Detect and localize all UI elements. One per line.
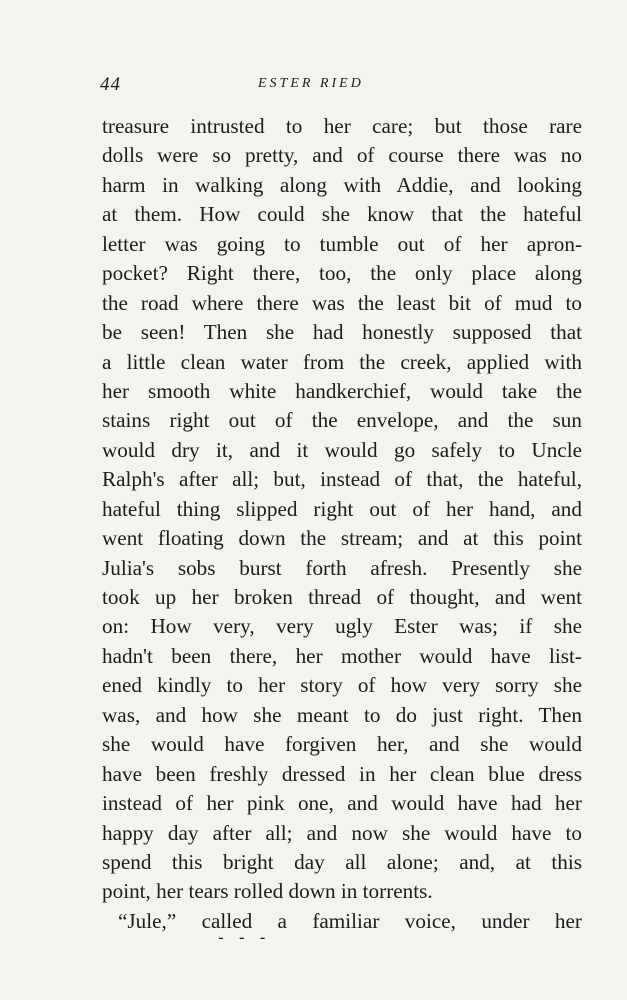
text-line: be seen! Then she had honestly supposed that [102,320,582,345]
text-line: happy day after all; and now she would have to [102,820,582,845]
page-number: 44 [100,74,121,95]
text-line: stains right out of the envelope, and the sun [102,408,582,433]
text-line: harm in walking along with Addie, and looking [102,172,582,197]
text-line: took up her broken thread of thought, and went [102,585,582,609]
body-text [102,112,582,936]
text-line: pocket? Right there, too, the only place along [102,261,582,286]
text-line: was, and how she meant to do just right. Then [102,702,582,727]
text-line: a little clean water from the creek, applied with [102,349,582,374]
text-line: treasure intrusted to her care; but those rare [102,114,582,138]
text-line: Ralph's after all; but, instead of that, the hateful, [102,467,582,492]
running-head [100,74,580,98]
text-line: spend this bright day all alone; and, at this [102,849,582,874]
text-line: “Jule,” called a familiar voice, under her [118,908,582,933]
text-line: have been freshly dressed in her clean blue dress [102,761,582,786]
signature-mark: - - - [218,928,271,947]
text-line: Julia's sobs burst forth afresh. Presently she [102,555,582,580]
text-line: she would have forgiven her, and she would [102,732,582,757]
text-line: dolls were so pretty, and of course there was no [102,143,582,168]
text-line: at them. How could she know that the hateful [102,202,582,227]
text-line: hateful thing slipped right out of her hand, and [102,496,582,521]
text-line: the road where there was the least bit of mud to [102,290,582,315]
text-line: ened kindly to her story of how very sorry she [102,673,582,698]
running-title: ESTER RIED [258,76,364,91]
text-line: instead of her pink one, and would have had her [102,791,582,816]
text-line: letter was going to tumble out of her apron- [102,231,582,256]
text-line: on: How very, very ugly Ester was; if she [102,614,582,639]
text-line: hadn't been there, her mother would have list- [102,643,582,668]
text-line: point, her tears rolled down in torrents. [102,879,433,904]
text-line: went floating down the stream; and at this point [102,526,582,551]
text-line: would dry it, and it would go safely to Uncle [102,437,582,462]
text-line: her smooth white handkerchief, would take the [102,378,582,403]
